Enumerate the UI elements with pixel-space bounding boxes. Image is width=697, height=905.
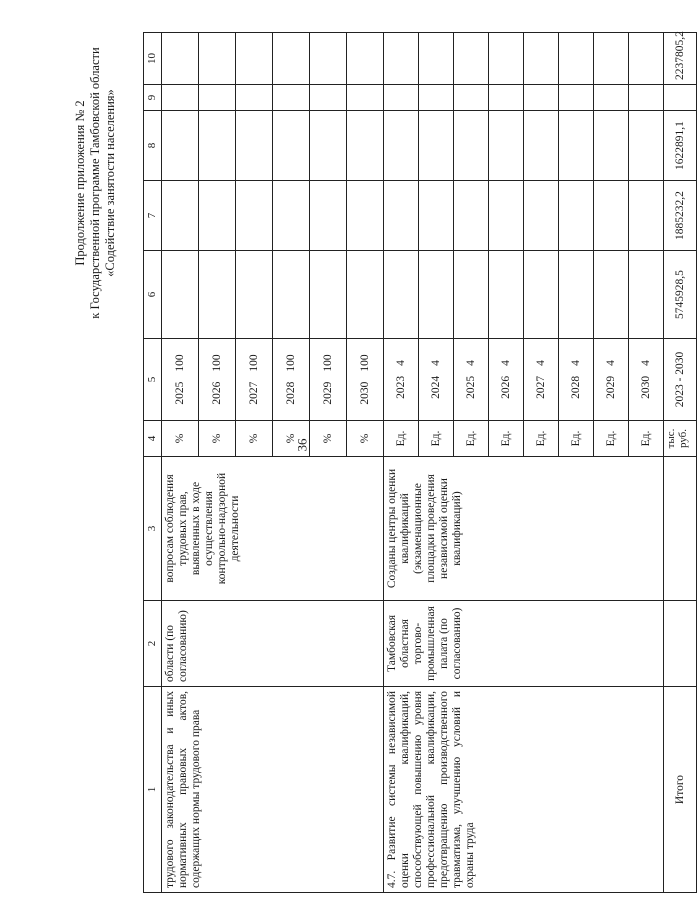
col-number: 9	[144, 85, 162, 111]
empty-cell	[489, 111, 524, 181]
empty-cell	[384, 251, 419, 339]
year-value-cell	[419, 339, 454, 421]
empty-cell	[199, 181, 236, 251]
indicator-cell: Созданы центры оценки квалификаций (экзаменационные площадки проведения независимой оценки квалификаций)	[384, 457, 664, 601]
empty-cell	[524, 33, 559, 85]
col-number: 6	[144, 251, 162, 339]
value: 4	[569, 360, 582, 366]
empty-cell	[162, 181, 199, 251]
measure-name-cell: трудового законодательства и иных нормативных правовых актов, содержащих нормы трудового права	[162, 687, 384, 893]
unit-cell: Ед.	[454, 421, 489, 457]
value: 4	[639, 360, 652, 366]
col-number: 1	[144, 687, 162, 893]
empty-cell	[310, 33, 347, 85]
value: 100	[321, 354, 334, 372]
year: 2025	[464, 375, 477, 399]
col-number: 4	[144, 421, 162, 457]
total-unit: тыс. руб.	[664, 421, 697, 457]
table-row	[384, 33, 419, 893]
empty-cell	[559, 181, 594, 251]
unit-cell: Ед.	[419, 421, 454, 457]
empty-cell	[419, 181, 454, 251]
empty-cell	[236, 251, 273, 339]
empty-cell	[273, 85, 310, 111]
empty-cell	[310, 181, 347, 251]
total-col9	[664, 85, 697, 111]
empty-cell	[273, 111, 310, 181]
empty-cell	[347, 181, 384, 251]
col-number: 3	[144, 457, 162, 601]
empty-cell	[559, 85, 594, 111]
value: 4	[604, 360, 617, 366]
year: 2023	[394, 375, 407, 399]
header-line-1: Продолжение приложения № 2	[73, 100, 87, 266]
value: 4	[394, 360, 407, 366]
unit-cell: %	[162, 421, 199, 457]
empty-cell	[384, 181, 419, 251]
year-value-cell	[454, 339, 489, 421]
year: 2025	[173, 381, 186, 405]
empty-cell	[199, 85, 236, 111]
empty-cell	[559, 33, 594, 85]
empty-cell	[384, 111, 419, 181]
empty-cell	[347, 85, 384, 111]
measure-name-cell: 4.7. Развитие системы независимой оценки квалификаций, способствующей повышению уровня профессиональной квалификации, предотвращению производственного травматизма, улучшению условий и охраны труда	[384, 687, 664, 893]
total-col8: 1622891,1	[664, 111, 697, 181]
empty-cell	[454, 181, 489, 251]
unit-cell: %	[347, 421, 384, 457]
empty-cell	[236, 85, 273, 111]
col-number: 5	[144, 339, 162, 421]
empty-cell	[236, 33, 273, 85]
empty-cell	[664, 457, 697, 601]
col-number: 10	[144, 33, 162, 85]
year-value-cell	[489, 339, 524, 421]
empty-cell	[524, 85, 559, 111]
col-number: 2	[144, 601, 162, 687]
page-number: 36	[294, 438, 310, 452]
empty-cell	[524, 181, 559, 251]
empty-cell	[629, 181, 664, 251]
indicator-cell: вопросам соблюдения трудовых прав, выявленных в ходе осуществления контрольно-надзорной деятельности	[162, 457, 384, 601]
empty-cell	[559, 251, 594, 339]
empty-cell	[454, 85, 489, 111]
empty-cell	[273, 181, 310, 251]
empty-cell	[594, 181, 629, 251]
empty-cell	[347, 251, 384, 339]
year-value-cell	[594, 339, 629, 421]
empty-cell	[454, 251, 489, 339]
empty-cell	[199, 111, 236, 181]
program-table	[143, 32, 697, 893]
year: 2024	[429, 375, 442, 399]
empty-cell	[419, 85, 454, 111]
empty-cell	[489, 85, 524, 111]
year: 2030	[358, 381, 371, 405]
executor-cell: области (по согласованию)	[162, 601, 384, 687]
empty-cell	[310, 251, 347, 339]
unit-cell: %	[273, 421, 310, 457]
col-number: 8	[144, 111, 162, 181]
empty-cell	[273, 33, 310, 85]
empty-cell	[162, 251, 199, 339]
empty-cell	[594, 111, 629, 181]
year: 2027	[534, 375, 547, 399]
unit-cell: Ед.	[489, 421, 524, 457]
year: 2029	[321, 381, 334, 405]
header-line-2: к Государственной программе Тамбовской области	[88, 47, 102, 319]
empty-cell	[384, 85, 419, 111]
year: 2029	[604, 375, 617, 399]
empty-cell	[524, 111, 559, 181]
empty-cell	[629, 111, 664, 181]
empty-cell	[310, 111, 347, 181]
empty-cell	[489, 33, 524, 85]
unit-cell: Ед.	[384, 421, 419, 457]
value: 4	[534, 360, 547, 366]
total-col6: 5745928,5	[664, 251, 697, 339]
empty-cell	[347, 33, 384, 85]
year-value-cell	[524, 339, 559, 421]
total-period: 2023 - 2030	[664, 339, 697, 421]
year-value-cell	[559, 339, 594, 421]
empty-cell	[664, 601, 697, 687]
value: 100	[210, 354, 223, 372]
year-value-cell	[236, 339, 273, 421]
unit-cell: Ед.	[524, 421, 559, 457]
year-value-cell	[199, 339, 236, 421]
value: 100	[173, 354, 186, 372]
year: 2028	[284, 381, 297, 405]
header-line-3: «Содействие занятости населения»	[103, 89, 117, 277]
value: 100	[358, 354, 371, 372]
total-col7: 1885232,2	[664, 181, 697, 251]
empty-cell	[162, 111, 199, 181]
empty-cell	[236, 181, 273, 251]
empty-cell	[489, 251, 524, 339]
value: 100	[247, 354, 260, 372]
empty-cell	[629, 251, 664, 339]
total-row	[664, 33, 697, 893]
year: 2027	[247, 381, 260, 405]
empty-cell	[629, 33, 664, 85]
empty-cell	[454, 111, 489, 181]
year: 2030	[639, 375, 652, 399]
empty-cell	[347, 111, 384, 181]
empty-cell	[419, 251, 454, 339]
empty-cell	[199, 251, 236, 339]
empty-cell	[454, 33, 489, 85]
empty-cell	[162, 33, 199, 85]
year-value-cell	[273, 339, 310, 421]
value: 4	[464, 360, 477, 366]
year: 2026	[499, 375, 512, 399]
empty-cell	[524, 251, 559, 339]
unit-cell: %	[310, 421, 347, 457]
table-row	[162, 33, 199, 893]
empty-cell	[419, 111, 454, 181]
value: 100	[284, 354, 297, 372]
year-value-cell	[310, 339, 347, 421]
unit-cell: %	[199, 421, 236, 457]
empty-cell	[384, 33, 419, 85]
empty-cell	[236, 111, 273, 181]
empty-cell	[594, 251, 629, 339]
year: 2026	[210, 381, 223, 405]
empty-cell	[629, 85, 664, 111]
empty-cell	[162, 85, 199, 111]
executor-cell: Тамбовская областная торгово-промышленная палата (по согласованию)	[384, 601, 664, 687]
column-number-row	[144, 33, 162, 893]
rotated-landscape-content	[73, 31, 689, 893]
col-number: 7	[144, 181, 162, 251]
total-col10: 2237805,2	[664, 33, 697, 85]
year-value-cell	[347, 339, 384, 421]
empty-cell	[199, 33, 236, 85]
unit-cell: Ед.	[594, 421, 629, 457]
appendix-header	[73, 33, 139, 333]
empty-cell	[594, 33, 629, 85]
year-value-cell	[162, 339, 199, 421]
empty-cell	[419, 33, 454, 85]
empty-cell	[489, 181, 524, 251]
value: 4	[499, 360, 512, 366]
unit-cell: %	[236, 421, 273, 457]
empty-cell	[559, 111, 594, 181]
total-label: Итого	[664, 687, 697, 893]
empty-cell	[594, 85, 629, 111]
empty-cell	[273, 251, 310, 339]
year-value-cell	[384, 339, 419, 421]
year: 2028	[569, 375, 582, 399]
empty-cell	[310, 85, 347, 111]
year-value-cell	[629, 339, 664, 421]
unit-cell: Ед.	[559, 421, 594, 457]
value: 4	[429, 360, 442, 366]
unit-cell: Ед.	[629, 421, 664, 457]
